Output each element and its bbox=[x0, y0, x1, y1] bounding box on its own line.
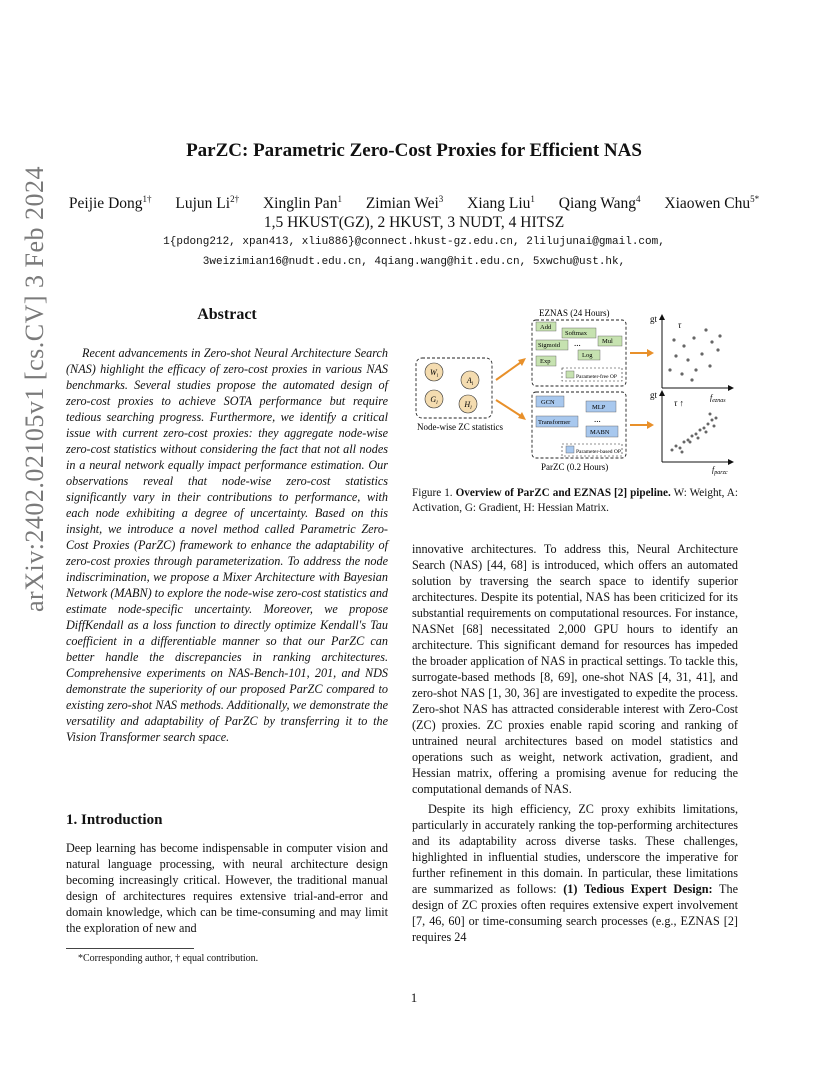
stats-label: Node-wise ZC statistics bbox=[417, 422, 503, 432]
svg-text:Sigmoid: Sigmoid bbox=[538, 342, 561, 349]
svg-text:Parameter-free OP: Parameter-free OP bbox=[576, 374, 617, 380]
emails-line-1: 1{pdong212, xpan413, xliu886}@connect.hkust-gz.edu.cn, 2lilujunai@gmail.com, bbox=[163, 236, 665, 248]
stats-node-g bbox=[425, 390, 443, 408]
stats-node-w bbox=[425, 363, 443, 381]
caption-bold: Overview of ParZC and EZNAS [2] pipeline. bbox=[455, 487, 671, 499]
svg-text:...: ... bbox=[574, 338, 581, 348]
footnote: *Corresponding author, † equal contribution. bbox=[78, 953, 259, 964]
svg-text:feznas: $f_{eznas}$ bbox=[710, 393, 726, 404]
svg-text:gt: gt bbox=[650, 390, 658, 400]
scatter-top-points bbox=[668, 328, 721, 381]
page-number: 1 bbox=[410, 990, 418, 1005]
arrow-to-parzc bbox=[496, 400, 524, 418]
svg-text:Exp: Exp bbox=[540, 358, 551, 365]
svg-text:Transformer: Transformer bbox=[538, 419, 571, 426]
right-paragraph-1: innovative architectures. To address this, Neural Architecture Search (NAS) [44, 68] is introduced, which offers an automated solution by traversing the search space to identify superior architectures. Despite its potential, NAS has been criticized for its substantial requirements on computational resources. For instance, NASNet [68] necessitated 2,000 GPU hours to identify an architecture. This significant demand for resources has impeded the broader application of NAS in practical settings. To tackle this, surrogate-based methods [8, 69], one-shot NAS [4, 31, 41], and zero-shot NAS [1, 30, 36] are investigated to expedite the process. Zero-shot NAS has attracted considerable interest with Zero-Cost (ZC) proxies. ZC proxies enable rapid scoring and ranking of untrained neural architectures based on model statistics and operations such as weight, network activation, gradient, and Hessian matrix, offering a promising avenue for reducing the computational demands of NAS. bbox=[412, 542, 738, 796]
author-list bbox=[0, 194, 828, 214]
author: Lujun $Li^{2\dagger}$ bbox=[175, 193, 240, 212]
arxiv-stamp: arXiv:2402.02105v1 [cs.CV] 3 Feb 2024 bbox=[20, 165, 49, 612]
paper-title: ParZC: Parametric Zero-Cost Proxies for Efficient NAS bbox=[186, 140, 642, 161]
scatter-bottom-points bbox=[671, 413, 718, 454]
svg-text:Gl: $G_l$ bbox=[430, 395, 438, 406]
stats-node-h bbox=[459, 395, 477, 413]
stats-node-a bbox=[461, 371, 479, 389]
svg-text:Mul: Mul bbox=[602, 338, 613, 345]
right-paragraph-2: Despite its high efficiency, ZC proxy exhibits limitations, particularly in accurately ranking the top-performing architectures and its adaptability across diverse tasks. These challenges, highlighted in influential studies, underscore the imperative for further refinement in this domain. In particular, these limitations are summarized as follows: (1) Tedious Expert Design: The design of ZC proxies often requires extensive expert involvement [7, 46, 60] or time-consuming search processes (e.g., EZNAS [2] requires 24 bbox=[412, 802, 738, 944]
svg-text:Softmax: Softmax bbox=[565, 330, 588, 337]
author: Xinglin Pan$^1$ bbox=[262, 193, 342, 212]
parzc-title: ParZC (0.2 Hours) bbox=[541, 462, 609, 472]
author: Xiang Liu$^1$ bbox=[467, 193, 535, 212]
caption-rest: W: Weight, A: Activation, G: Gradient, H: Hessian Matrix. bbox=[412, 487, 738, 514]
arrow-to-eznas bbox=[496, 360, 524, 380]
svg-text:MABN: MABN bbox=[590, 429, 610, 436]
svg-text:Log: Log bbox=[582, 352, 593, 359]
emails-line-2: 3weizimian16@nudt.edu.cn, 4qiang.wang@hit.edu.cn, 5xwchu@ust.hk, bbox=[202, 256, 626, 268]
affiliations: 1,5 HKUST(GZ), 2 HKUST, 3 NUDT, 4 HITSZ bbox=[263, 214, 565, 231]
svg-text:τ: τ bbox=[678, 320, 682, 330]
author: Peijie Dong$^{1\dagger}$ bbox=[68, 193, 152, 212]
figure-1-diagram bbox=[412, 300, 742, 480]
right-column-body bbox=[412, 541, 738, 949]
abstract-body bbox=[66, 345, 388, 745]
svg-text:Parameter-based OP: Parameter-based OP bbox=[576, 449, 621, 455]
intro-body bbox=[66, 840, 388, 936]
svg-text:Wl: $W_l$ bbox=[429, 368, 439, 379]
svg-text:fparzc: $f_{parzc}$ bbox=[712, 465, 728, 476]
svg-text:Hl: $H_l$ bbox=[464, 400, 472, 411]
intro-heading: 1. Introduction bbox=[66, 812, 163, 828]
intro-text: Deep learning has become indispensable in computer vision and natural language processing, with neural architecture design becoming increasingly critical. However, the traditional manual design of architectures requires extensive trial-and-error and domain knowledge, which can be time-consuming and may limit the exploration of new and bbox=[66, 841, 388, 935]
abstract-heading: Abstract bbox=[197, 306, 257, 323]
svg-text:MLP: MLP bbox=[592, 404, 606, 411]
author: Zimian Wei$^3$ bbox=[365, 193, 444, 212]
author: Qiang Wang$^4$ bbox=[558, 193, 641, 212]
eznas-title: EZNAS (24 Hours) bbox=[539, 308, 610, 318]
svg-text:Add: Add bbox=[540, 324, 552, 331]
caption-prefix: Figure 1. bbox=[412, 487, 453, 499]
svg-text:τ ↑: τ ↑ bbox=[674, 398, 684, 408]
footnote-rule bbox=[66, 948, 194, 949]
figure-1-caption bbox=[412, 486, 738, 516]
author: Xiaowen Chu$^{5*}$ bbox=[664, 193, 760, 212]
svg-text:...: ... bbox=[594, 414, 601, 424]
abstract-text: Recent advancements in Zero-shot Neural Architecture Search (NAS) highlight the efficacy of zero-cost proxies in various NAS benchmarks. Several studies propose the automated design of zero-cost proxies to achieve SOTA performance but require tedious searching progress. Furthermore, we identify a critical issue with current zero-cost proxies: they aggregate node-wise zero-cost statistics without considering the fact that not all nodes in a neural network equally impact performance estimation. Our observations reveal that node-wise zero-cost statistics significantly vary in their contributions to performance, with each node exhibiting a degree of uncertainty. Based on this insight, we introduce a novel method called Parametric Zero-Cost Proxies (ParZC) framework to enhance the adaptability of zero-cost proxies through parameterization. To address the node indiscrimination, we propose a Mixer Architecture with Bayesian Network (MABN) to explore the node-wise zero-cost statistics and estimate node-specific uncertainty. Moreover, we propose DiffKendall as a loss function to directly optimize Kendall's Tau coefficient in a differentiable manner so that our ParZC can better handle the discrepancies in ranking architectures. Comprehensive experiments on NAS-Bench-101, 201, and NDS demonstrate the superiority of our proposed ParZC compared to existing zero-shot NAS methods. Additionally, we demonstrate the versatility and adaptability of ParZC by transferring it to the Vision Transformer search space. bbox=[66, 346, 389, 744]
svg-text:GCN: GCN bbox=[541, 399, 555, 406]
svg-text:Al: $A_l$ bbox=[466, 376, 474, 387]
svg-text:gt: gt bbox=[650, 314, 658, 324]
